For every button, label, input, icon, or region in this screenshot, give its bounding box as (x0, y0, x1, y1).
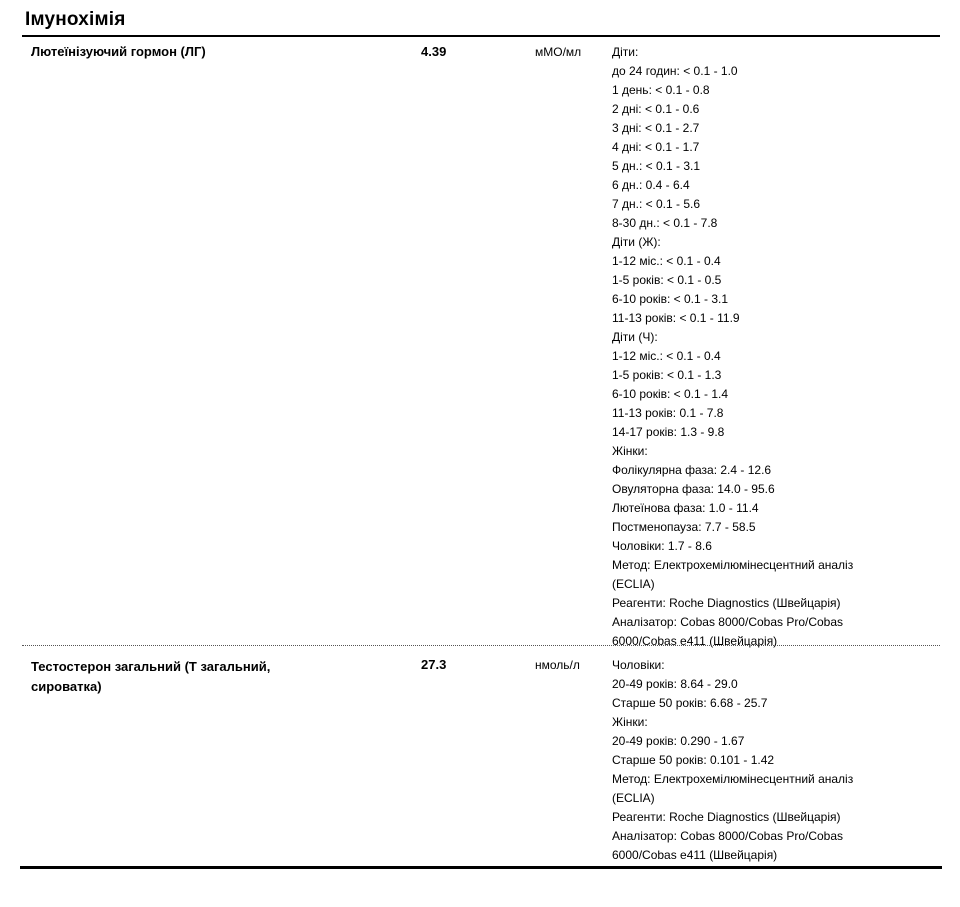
reference-ranges (612, 43, 912, 651)
reference-ranges (612, 656, 912, 865)
reference-line: 20-49 років: 8.64 - 29.0 (612, 677, 738, 691)
test-value: 4.39 (421, 44, 447, 59)
title-divider (22, 35, 940, 37)
test-unit: нмоль/л (535, 658, 580, 672)
reference-line: (ECLIA) (612, 577, 655, 591)
bottom-divider (20, 866, 942, 869)
reference-line: Жінки: (612, 444, 648, 458)
test-unit: мМО/мл (535, 45, 582, 59)
reference-line: Жінки: (612, 715, 648, 729)
reference-line: Лютеїнова фаза: 1.0 - 11.4 (612, 501, 759, 515)
reference-line: Діти (Ж): (612, 235, 661, 249)
reference-line: Чоловіки: (612, 658, 665, 672)
reference-line: Фолікулярна фаза: 2.4 - 12.6 (612, 463, 772, 477)
reference-line: Чоловіки: 1.7 - 8.6 (612, 539, 712, 553)
reference-line: Метод: Електрохемілюмінесцентний аналіз (612, 772, 854, 786)
reference-line: 6-10 років: < 0.1 - 3.1 (612, 292, 729, 306)
reference-line: Постменопауза: 7.7 - 58.5 (612, 520, 756, 534)
reference-line: Старше 50 років: 0.101 - 1.42 (612, 753, 775, 767)
reference-line: (ECLIA) (612, 791, 655, 805)
reference-line: 4 дні: < 0.1 - 1.7 (612, 140, 700, 154)
reference-line: 6000/Cobas e411 (Швейцарія) (612, 634, 778, 648)
test-name: Лютеїнізуючий гормон (ЛГ) (31, 44, 206, 59)
row-separator (22, 645, 940, 646)
reference-line: Метод: Електрохемілюмінесцентний аналіз (612, 558, 854, 572)
reference-line: Реагенти: Roche Diagnostics (Швейцарія) (612, 810, 841, 824)
reference-line: 11-13 років: 0.1 - 7.8 (612, 406, 724, 420)
reference-line: 1-5 років: < 0.1 - 1.3 (612, 368, 722, 382)
reference-line: 6000/Cobas e411 (Швейцарія) (612, 848, 778, 862)
reference-line: 1-12 міс.: < 0.1 - 0.4 (612, 349, 721, 363)
reference-line: 6 дн.: 0.4 - 6.4 (612, 178, 690, 192)
reference-line: 8-30 дн.: < 0.1 - 7.8 (612, 216, 718, 230)
reference-line: 7 дн.: < 0.1 - 5.6 (612, 197, 701, 211)
test-name: Тестостерон загальний (Т загальний, сироватка) (31, 659, 271, 694)
reference-line: Діти: (612, 45, 639, 59)
reference-line: 6-10 років: < 0.1 - 1.4 (612, 387, 729, 401)
test-value: 27.3 (421, 657, 447, 672)
reference-line: Овуляторна фаза: 14.0 - 95.6 (612, 482, 775, 496)
reference-line: 20-49 років: 0.290 - 1.67 (612, 734, 745, 748)
reference-line: Аналізатор: Cobas 8000/Cobas Pro/Cobas (612, 829, 844, 843)
reference-line: до 24 годин: < 0.1 - 1.0 (612, 64, 738, 78)
reference-line: Аналізатор: Cobas 8000/Cobas Pro/Cobas (612, 615, 844, 629)
reference-line: Старше 50 років: 6.68 - 25.7 (612, 696, 768, 710)
reference-line: 2 дні: < 0.1 - 0.6 (612, 102, 700, 116)
reference-line: 1-12 міс.: < 0.1 - 0.4 (612, 254, 721, 268)
reference-line: 5 дн.: < 0.1 - 3.1 (612, 159, 701, 173)
reference-line: 1 день: < 0.1 - 0.8 (612, 83, 710, 97)
reference-line: Діти (Ч): (612, 330, 658, 344)
reference-line: Реагенти: Roche Diagnostics (Швейцарія) (612, 596, 841, 610)
reference-line: 3 дні: < 0.1 - 2.7 (612, 121, 700, 135)
reference-line: 1-5 років: < 0.1 - 0.5 (612, 273, 722, 287)
section-title: Імунохімія (25, 9, 126, 30)
reference-line: 14-17 років: 1.3 - 9.8 (612, 425, 725, 439)
reference-line: 11-13 років: < 0.1 - 11.9 (612, 311, 740, 325)
